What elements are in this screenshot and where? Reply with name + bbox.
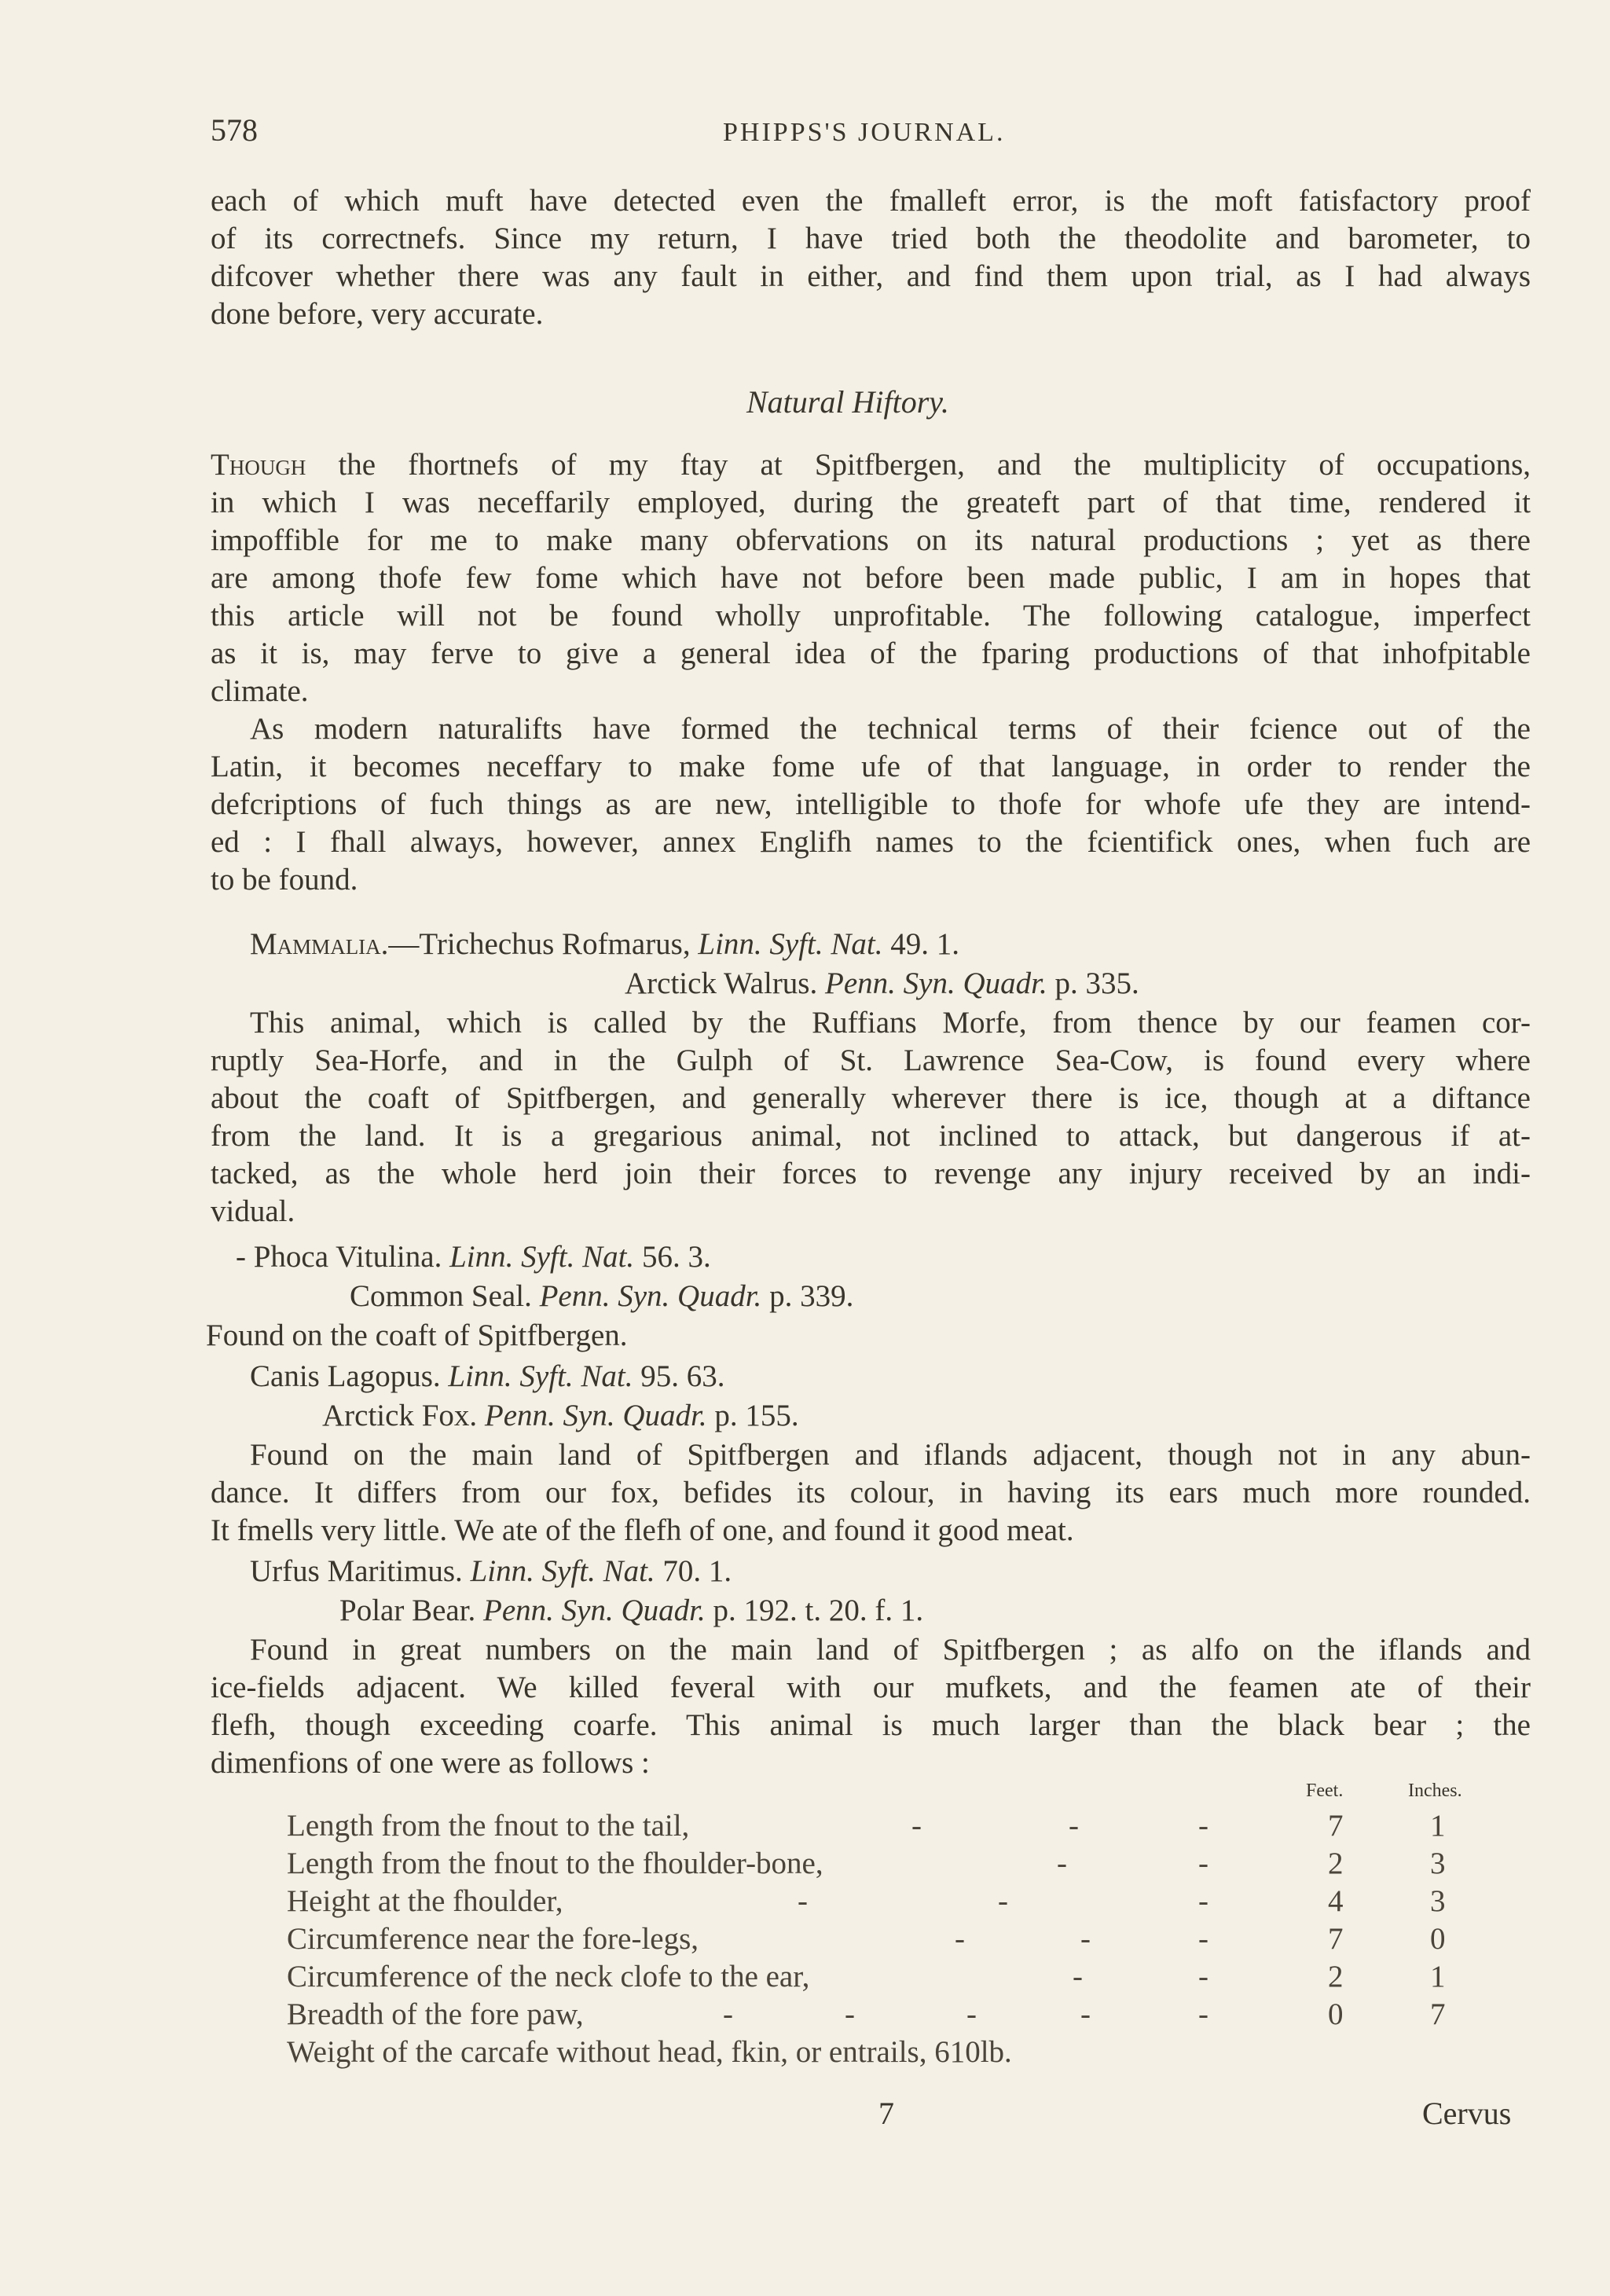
measurement-label: Weight of the carcafe without head, fkin, or entrails, 610lb. (287, 2035, 1012, 2069)
species-line (625, 965, 1610, 1003)
measurement-label: Breadth of the fore paw, (287, 1997, 584, 2031)
leader-dash: - (1080, 1997, 1091, 2031)
inches-value: 3 (1430, 1884, 1446, 1918)
leader-dash: - (998, 1884, 1008, 1918)
text-span: - Phoca Vitulina. (236, 1240, 450, 1274)
text-line: about the coaft of Spitfbergen, and generally wherever there is ice, though at a diftance (211, 1081, 1531, 1115)
leader-dash: - (1198, 1997, 1208, 2031)
text-line: tacked, as the whole herd join their forces to revenge any injury received by an indi- (211, 1157, 1531, 1190)
measurement-label: Height at the fhoulder, (287, 1884, 563, 1918)
species-line (322, 1397, 1610, 1435)
text-line: are among thofe few fome which have not before been made public, I am in hopes that (211, 561, 1531, 595)
text-span: Arctick Walrus. (625, 966, 825, 1000)
leader-dash: - (1073, 1960, 1083, 1993)
measurement-row-weight (287, 2034, 1497, 2071)
text-span: p. 339. (761, 1279, 854, 1313)
text-span: Arctick Fox. (322, 1399, 485, 1432)
text-span: Canis Lagopus. (250, 1359, 449, 1393)
species-line (350, 1278, 1610, 1315)
text-span: Penn. Syn. Quadr. (483, 1594, 706, 1627)
signature-mark: 7 (878, 2096, 894, 2131)
text-span: Polar Bear. (339, 1594, 484, 1627)
text-line: Found in great numbers on the main land of Spitfbergen ; as alfo on the iflands and (250, 1633, 1531, 1667)
text-span: Penn. Syn. Quadr. (825, 966, 1047, 1000)
mammalia-label: Mammalia. (250, 927, 389, 961)
page-number: 578 (211, 112, 258, 148)
leader-dash: - (1198, 1847, 1208, 1880)
text-line: Found on the coaft of Spitfbergen. (206, 1319, 628, 1352)
feet-value: 7 (1328, 1809, 1344, 1843)
text-span: Common Seal. (350, 1279, 540, 1313)
measurement-row (287, 1920, 1497, 1958)
text-span: —Trichechus Rofmarus, (388, 927, 699, 961)
text-span: Penn. Syn. Quadr. (484, 1399, 707, 1432)
text-line: ruptly Sea-Horfe, and in the Gulph of St. Lawrence Sea-Cow, is found every where (211, 1043, 1531, 1077)
feet-value: 2 (1328, 1847, 1344, 1880)
text-span: p. 155. (706, 1399, 799, 1432)
text-line: as it is, may ferve to give a general idea of the fparing productions of that inhofpitable (211, 636, 1531, 670)
inches-value: 0 (1430, 1922, 1446, 1956)
text-line: climate. (211, 674, 309, 708)
measurement-row (287, 1996, 1497, 2034)
text-span: 70. 1. (655, 1554, 732, 1588)
text-span: Linn. Syft. Nat. (448, 1359, 633, 1393)
measurement-row (287, 1958, 1497, 1996)
feet-value: 0 (1328, 1997, 1344, 2031)
text-span: Linn. Syft. Nat. (698, 927, 883, 961)
text-span: 95. 63. (633, 1359, 725, 1393)
feet-value: 4 (1328, 1884, 1344, 1918)
text-line: of its correctnefs. Since my return, I have tried both the theodolite and barometer, to (211, 222, 1531, 255)
section-heading: Natural Hiftory. (746, 384, 949, 420)
column-header-feet: Feet. (1306, 1781, 1344, 1801)
measurement-row (287, 1883, 1497, 1920)
text-line: ed : I fhall always, however, annex Englifh names to the fcientifick ones, when fuch are (211, 825, 1531, 859)
leader-dash: - (1069, 1809, 1079, 1843)
text-line: this article will not be found wholly unprofitable. The following catalogue, imperfect (211, 599, 1531, 633)
text-line: This animal, which is called by the Ruffians Morfe, from thence by our feamen cor- (250, 1006, 1531, 1040)
feet-value: 7 (1328, 1922, 1344, 1956)
leader-dash: - (966, 1997, 977, 2031)
text-line: in which I was neceffarily employed, during the greateft part of that time, rendered it (211, 486, 1531, 519)
text-line: Latin, it becomes neceffary to make fome ufe of that language, in order to render the (211, 750, 1531, 783)
text-span: Penn. Syn. Quadr. (539, 1279, 762, 1313)
species-line (339, 1592, 1610, 1630)
measurement-row (287, 1845, 1497, 1883)
leader-dash: - (911, 1809, 922, 1843)
leader-dash: - (798, 1884, 808, 1918)
inches-value: 1 (1430, 1809, 1446, 1843)
text-span: Linn. Syft. Nat. (470, 1554, 655, 1588)
text-line: flefh, though exceeding coarfe. This animal is much larger than the black bear ; the (211, 1708, 1531, 1742)
species-line (250, 926, 1570, 963)
text-span: the fhortnefs of my ftay at Spitfbergen, and the multiplicity of occupations, (306, 448, 1531, 482)
text-line: done before, very accurate. (211, 297, 544, 331)
measurement-label: Length from the fnout to the tail, (287, 1809, 690, 1843)
text-line: Found on the main land of Spitfbergen and iflands adjacent, though not in any abun- (250, 1438, 1531, 1472)
text-line: defcriptions of fuch things as are new, intelligible to thofe for whofe ufe they are intend- (211, 787, 1531, 821)
measurement-row (287, 1807, 1497, 1845)
catchword: Cervus (1422, 2096, 1512, 2131)
inches-value: 1 (1430, 1960, 1446, 1993)
measurement-label: Length from the fnout to the fhoulder-bone, (287, 1847, 823, 1880)
text-line: dance. It differs from our fox, befides its colour, in having its ears much more rounded. (211, 1476, 1531, 1509)
text-line: each of which muft have detected even the fmalleft error, is the moft fatisfactory proof (211, 184, 1531, 218)
text-line: from the land. It is a gregarious animal, not inclined to attack, but dangerous if at- (211, 1119, 1531, 1153)
inches-value: 7 (1430, 1997, 1446, 2031)
text-line: ice-fields adjacent. We killed feveral with our mufkets, and the feamen ate of their (211, 1671, 1531, 1704)
leader-dash: - (1198, 1809, 1208, 1843)
lead-word: Though (211, 448, 306, 482)
leader-dash: - (955, 1922, 965, 1956)
text-line: difcover whether there was any fault in either, and find them upon trial, as I had always (211, 259, 1531, 293)
text-line: As modern naturalifts have formed the technical terms of their fcience out of the (250, 712, 1531, 746)
leader-dash: - (845, 1997, 855, 2031)
leader-dash: - (1198, 1960, 1208, 1993)
text-line (211, 446, 1531, 484)
column-header-inches: Inches. (1408, 1781, 1462, 1801)
species-line (250, 1553, 1570, 1590)
leader-dash: - (723, 1997, 733, 2031)
feet-value: 2 (1328, 1960, 1344, 1993)
leader-dash: - (1080, 1922, 1091, 1956)
text-line: It fmells very little. We ate of the flefh of one, and found it good meat. (211, 1513, 1074, 1547)
text-span: p. 192. t. 20. f. 1. (705, 1594, 924, 1627)
text-span: 56. 3. (634, 1240, 711, 1274)
measurement-label: Circumference of the neck clofe to the ear, (287, 1960, 810, 1993)
leader-dash: - (1198, 1884, 1208, 1918)
text-line: vidual. (211, 1194, 295, 1228)
text-line: dimenfions of one were as follows : (211, 1746, 650, 1780)
text-span: Linn. Syft. Nat. (449, 1240, 635, 1274)
text-line: to be found. (211, 863, 358, 897)
species-line (250, 1358, 1570, 1396)
text-span: Urfus Maritimus. (250, 1554, 471, 1588)
species-line (236, 1238, 1556, 1276)
running-title: PHIPPS'S JOURNAL. (723, 118, 1006, 147)
text-span: p. 335. (1047, 966, 1139, 1000)
leader-dash: - (1198, 1922, 1208, 1956)
measurement-label: Circumference near the fore-legs, (287, 1922, 699, 1956)
inches-value: 3 (1430, 1847, 1446, 1880)
leader-dash: - (1057, 1847, 1067, 1880)
text-line: impoffible for me to make many obfervations on its natural productions ; yet as there (211, 523, 1531, 557)
text-span: 49. 1. (882, 927, 959, 961)
